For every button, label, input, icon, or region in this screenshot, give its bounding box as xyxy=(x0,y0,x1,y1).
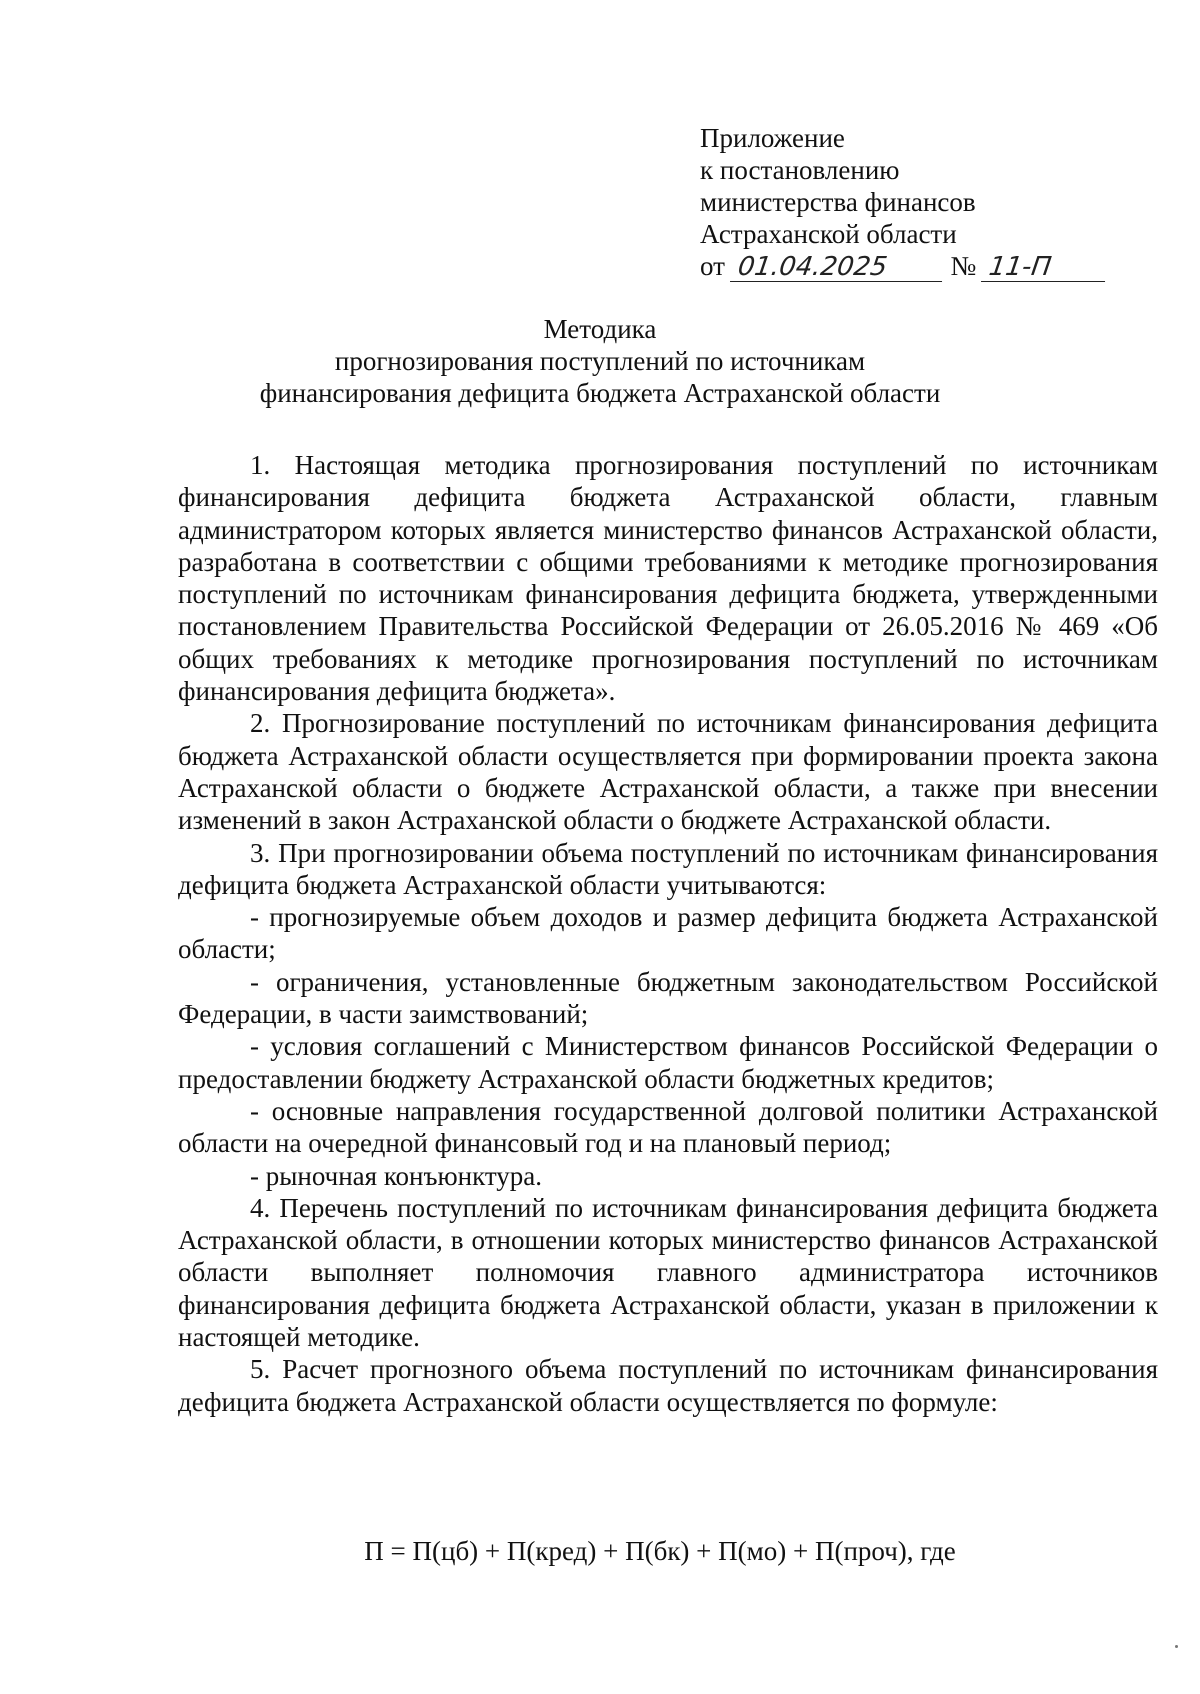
from-label: от xyxy=(700,251,725,281)
appendix-line-2: к постановлению xyxy=(700,155,900,185)
appendix-signature-line xyxy=(700,250,1140,282)
paragraph-4: 4. Перечень поступлений по источникам финансирования дефицита бюджета Астраханской области, в отношении которых министерство финансов Астраханской области выполняет полномочия главного администратора источников финансирования дефицита бюджета Астраханской области, указан в приложении к настоящей методике. xyxy=(178,1192,1158,1353)
list-item-1: - прогнозируемые объем доходов и размер дефицита бюджета Астраханской области; xyxy=(178,902,1158,965)
title-line-2: прогнозирования поступлений по источникам xyxy=(334,346,866,376)
handwritten-date: 01.04.2025 xyxy=(730,253,946,282)
formula: П = П(цб) + П(кред) + П(бк) + П(мо) + П(проч), где xyxy=(364,1536,956,1566)
appendix-line-1: Приложение xyxy=(700,123,845,153)
number-label: № xyxy=(950,251,977,281)
paragraph-1: 1. Настоящая методика прогнозирования поступлений по источникам финансирования дефицита бюджета Астраханской области, главным администратором которых является министерство финансов Астраханской области, разработана в соответствии с общими требованиями к методике прогнозирования поступлений по источникам финансирования дефицита бюджета, утвержденными постановлением Правительства Российской Федерации от 26.05.2016 № 469 «Об общих требованиях к методике прогнозирования поступлений по источникам финансирования дефицита бюджета». xyxy=(178,450,1158,707)
appendix-header xyxy=(700,122,1140,282)
handwritten-number: 11-П xyxy=(981,253,1109,282)
title-line-3: финансирования дефицита бюджета Астраханской области xyxy=(259,378,941,408)
title-line-1: Методика xyxy=(543,314,657,344)
list-item-4: - основные направления государственной долговой политики Астраханской области на очередной финансовый год и на плановый период; xyxy=(178,1095,1158,1159)
paragraph-3: 3. При прогнозировании объема поступлений по источникам финансирования дефицита бюджета Астраханской области учитываются: xyxy=(178,837,1158,900)
list-item-3: - условия соглашений с Министерством финансов Российской Федерации о предоставлении бюджету Астраханской области бюджетных кредитов; xyxy=(178,1031,1158,1094)
document-body xyxy=(178,449,1158,1418)
document-title xyxy=(0,313,1200,409)
paragraph-2: 2. Прогнозирование поступлений по источникам финансирования дефицита бюджета Астраханской области осуществляется при формировании проекта закона Астраханской области о бюджете Астраханской области, а также при внесении изменений в закон Астраханской области о бюджете Астраханской области. xyxy=(178,708,1158,836)
appendix-line-4: Астраханской области xyxy=(700,219,957,249)
paragraph-5: 5. Расчет прогнозного объема поступлений по источникам финансирования дефицита бюджета Астраханской области осуществляется по формуле: xyxy=(178,1354,1158,1417)
list-item-5: - рыночная конъюнктура. xyxy=(250,1160,543,1191)
scan-artifact xyxy=(1175,1645,1178,1648)
list-item-2: - ограничения, установленные бюджетным законодательством Российской Федерации, в части заимствований; xyxy=(178,966,1158,1030)
appendix-line-3: министерства финансов xyxy=(700,187,976,217)
